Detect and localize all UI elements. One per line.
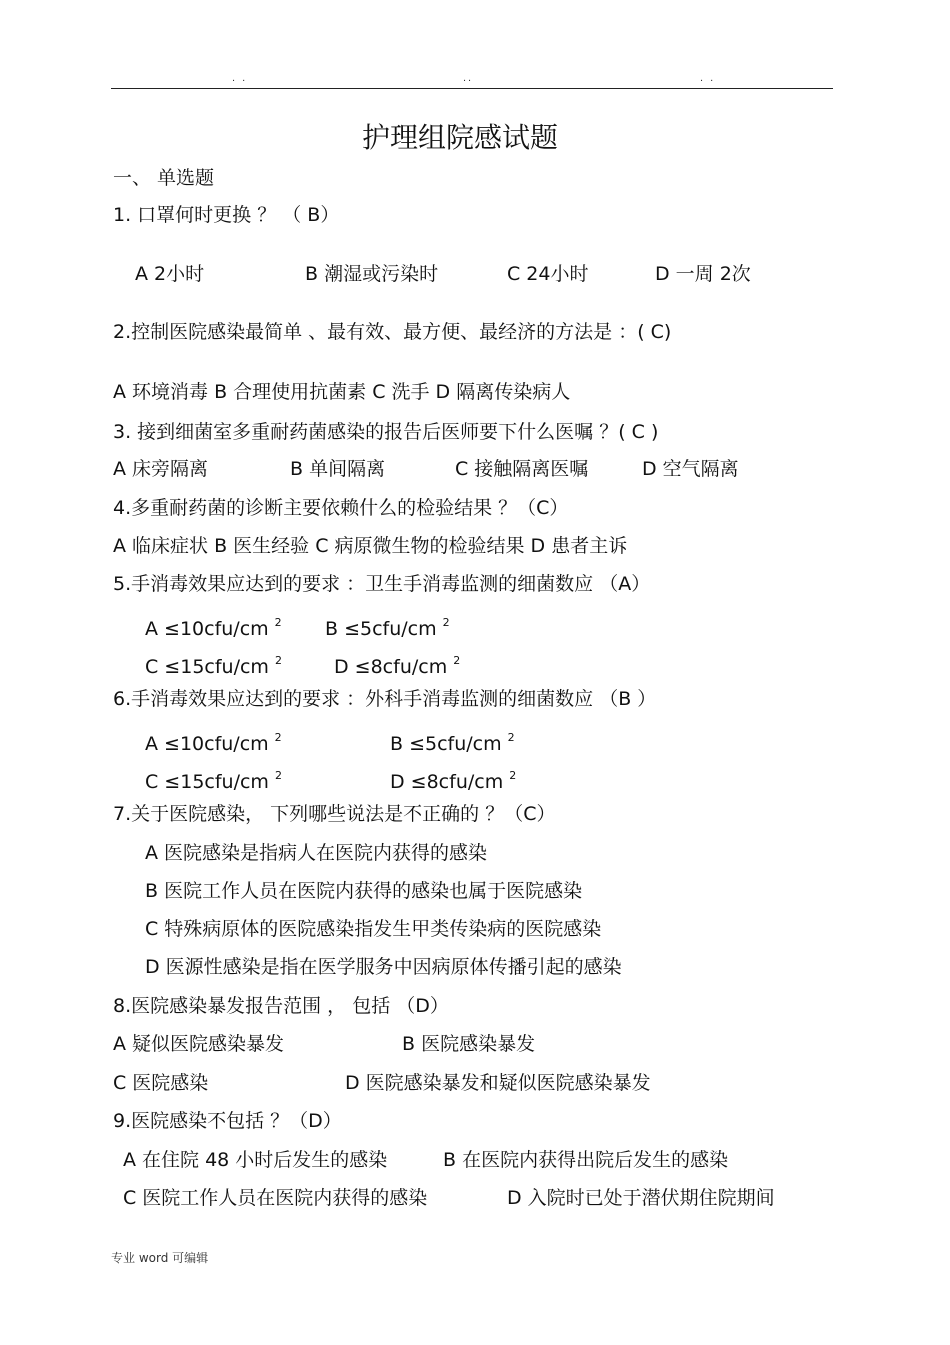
option-d: D 入院时已处于潜伏期住院期间: [507, 1187, 775, 1209]
question-4-stem: 4.多重耐药菌的诊断主要依赖什么的检验结果 ？（C）: [113, 497, 569, 519]
superscript: 2: [509, 769, 517, 782]
option-b: B 在医院内获得出院后发生的感染: [443, 1149, 729, 1171]
superscript: 2: [453, 654, 461, 667]
option-d: D 一周 2次: [655, 263, 751, 285]
question-7-option-d: D 医源性感染是指在医学服务中因病原体传播引起的感染: [145, 956, 622, 978]
option-a-text: A ≤10cfu/cm: [145, 733, 269, 755]
question-7-option-b: B 医院工作人员在医院内获得的感染也属于医院感染: [145, 880, 583, 902]
header-dots-right: . .: [700, 72, 716, 84]
option-d: D 医院感染暴发和疑似医院感染暴发: [345, 1072, 651, 1094]
option-b: [325, 611, 450, 641]
question-7-option-a: A 医院感染是指病人在医院内获得的感染: [145, 842, 488, 864]
header-dots-mid: ..: [463, 72, 474, 84]
question-7-option-c: C 特殊病原体的医院感染指发生甲类传染病的医院感染: [145, 918, 602, 940]
option-c: C 24小时: [507, 263, 589, 285]
question-3-stem: 3. 接到细菌室多重耐药菌感染的报告后医师要下什么医嘱 ？( C ): [113, 421, 659, 443]
option-d: [334, 649, 460, 679]
option-c: C 医院感染: [113, 1072, 209, 1094]
question-7-stem: 7.关于医院感染， 下列哪些说法是不正确的 ？（C）: [113, 803, 556, 825]
superscript: 2: [507, 731, 515, 744]
question-4-options: A 临床症状 B 医生经验 C 病原微生物的检验结果 D 患者主诉: [113, 535, 628, 557]
page-footer: 专业 word 可编辑: [111, 1251, 209, 1265]
option-a: [145, 726, 282, 756]
superscript: 2: [274, 731, 282, 744]
question-6-stem: 6.手消毒效果应达到的要求 ：外科手消毒监测的细菌数应 （B ）: [113, 688, 657, 710]
question-2-options: A 环境消毒 B 合理使用抗菌素 C 洗手 D 隔离传染病人: [113, 381, 571, 403]
option-a: A 2小时: [135, 263, 205, 285]
header-rule: [111, 88, 833, 89]
option-d: [390, 764, 516, 794]
option-b-text: B ≤5cfu/cm: [325, 618, 437, 640]
question-5-stem: 5.手消毒效果应达到的要求 ：卫生手消毒监测的细菌数应 （A）: [113, 573, 651, 595]
option-c: [145, 649, 282, 679]
option-b: B 潮湿或污染时: [305, 263, 439, 285]
option-a-text: A ≤10cfu/cm: [145, 618, 269, 640]
superscript: 2: [274, 616, 282, 629]
option-b: B 医院感染暴发: [402, 1033, 536, 1055]
option-c: [145, 764, 282, 794]
option-c: C 医院工作人员在医院内获得的感染: [123, 1187, 428, 1209]
page-title: 护理组院感试题: [361, 121, 558, 154]
superscript: 2: [274, 654, 282, 667]
question-9-stem: 9.医院感染不包括 ？（D）: [113, 1110, 342, 1132]
superscript: 2: [274, 769, 282, 782]
question-8-stem: 8.医院感染暴发报告范围 ， 包括 （D）: [113, 995, 449, 1017]
option-d-text: D ≤8cfu/cm: [390, 771, 504, 793]
option-c-text: C ≤15cfu/cm: [145, 656, 269, 678]
option-a: A 床旁隔离: [113, 458, 209, 480]
option-d: D 空气隔离: [642, 458, 739, 480]
option-a: A 疑似医院感染暴发: [113, 1033, 285, 1055]
question-2-stem: 2.控制医院感染最简单 、最有效、最方便、最经济的方法是 ：( C): [113, 321, 672, 343]
option-c-text: C ≤15cfu/cm: [145, 771, 269, 793]
option-b-text: B ≤5cfu/cm: [390, 733, 502, 755]
option-c: C 接触隔离医嘱: [455, 458, 589, 480]
option-b: [390, 726, 515, 756]
question-1-stem: 1. 口罩何时更换 ？ （ B）: [113, 204, 340, 226]
option-b: B 单间隔离: [290, 458, 386, 480]
option-a: A 在住院 48 小时后发生的感染: [123, 1149, 388, 1171]
superscript: 2: [442, 616, 450, 629]
option-a: [145, 611, 282, 641]
option-d-text: D ≤8cfu/cm: [334, 656, 448, 678]
section-heading: 一、 单选题: [113, 167, 215, 189]
header-dots-left: . .: [232, 72, 248, 84]
